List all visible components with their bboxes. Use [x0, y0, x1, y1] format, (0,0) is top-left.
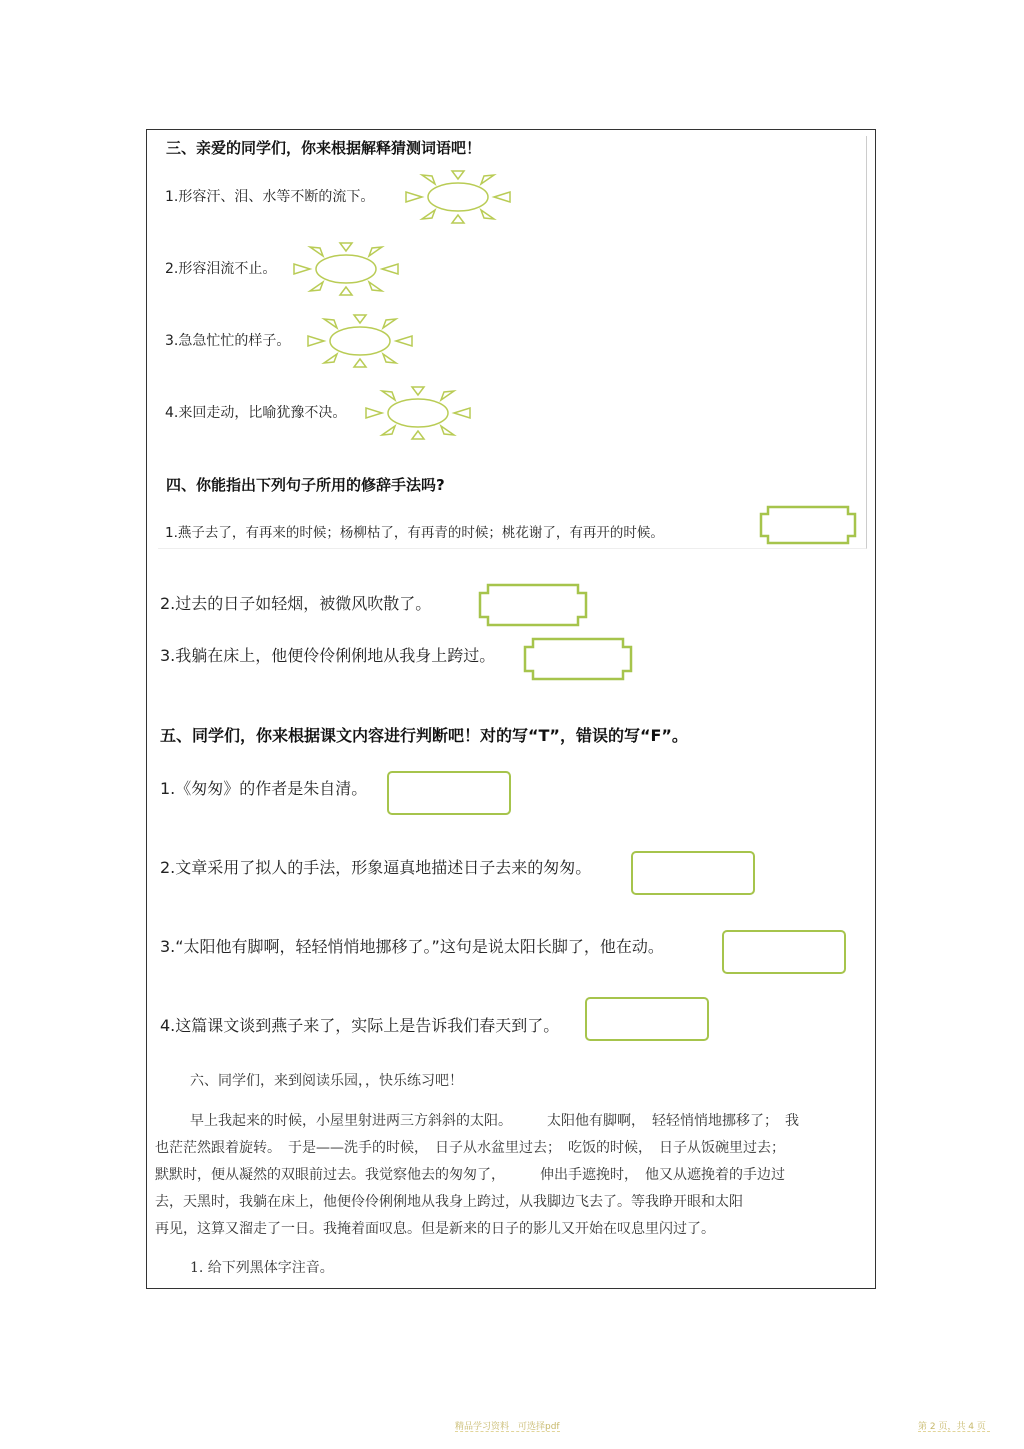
section6-question-1: 1. 给下列黑体字注音。 — [190, 1260, 334, 1276]
passage-line-1: 早上我起来的时候，小屋里射进两三方斜斜的太阳。 太阳他有脚啊， 轻轻悄悄地挪移了； 我 — [190, 1113, 799, 1129]
section3-item-3: 3.急急忙忙的样子。 — [165, 333, 291, 349]
notched-answer-box-3[interactable] — [522, 637, 634, 681]
section4-item-3: 3.我躺在床上，他便伶伶俐俐地从我身上跨过。 — [160, 646, 496, 665]
notched-answer-box-2[interactable] — [477, 583, 589, 627]
footer-right-divider — [918, 1431, 990, 1432]
section5-item-2: 2.文章采用了拟人的手法，形象逼真地描述日子去来的匆匆。 — [160, 858, 592, 877]
section3-item-4: 4.来回走动，比喻犹豫不决。 — [165, 405, 347, 421]
section4-item-1: 1.燕子去了，有再来的时候；杨柳枯了，有再青的时候；桃花谢了，有再开的时候。 — [165, 525, 664, 541]
notched-answer-box-1[interactable] — [758, 505, 858, 545]
passage-line-5: 再见，这算又溜走了一日。我掩着面叹息。但是新来的日子的影儿又开始在叹息里闪过了。 — [155, 1221, 715, 1237]
section3-item-2: 2.形容泪流不止。 — [165, 261, 277, 277]
footer-page-number: 第 2 页，共 4 页 — [918, 1422, 986, 1432]
tf-answer-box-4[interactable] — [585, 997, 709, 1041]
section6-heading: 六、同学们，来到阅读乐园，，快乐练习吧！ — [190, 1073, 463, 1089]
section5-heading: 五、同学们，你来根据课文内容进行判断吧！对的写“T”，错误的写“F”。 — [160, 726, 688, 745]
section3-item-1: 1.形容汗、泪、水等不断的流下。 — [165, 189, 375, 205]
passage-line-4: 去，天黑时，我躺在床上，他便伶伶俐俐地从我身上跨过，从我脚边飞去了。等我睁开眼和太阳 — [155, 1194, 743, 1210]
sun-answer-icon-2[interactable] — [290, 242, 402, 296]
footer-left-text: 精品学习资料 可选择pdf — [455, 1422, 560, 1432]
passage-line-2: 也茫茫然跟着旋转。 于是——洗手的时候， 日子从水盆里过去； 吃饭的时候， 日子从饭碗里过去； — [155, 1140, 785, 1156]
footer-left-divider — [455, 1431, 560, 1432]
sun-answer-icon-1[interactable] — [402, 170, 514, 224]
section5-item-1: 1.《匆匆》的作者是朱自清。 — [160, 779, 368, 798]
section4-heading: 四、你能指出下列句子所用的修辞手法吗? — [166, 476, 445, 494]
section4-item-2: 2.过去的日子如轻烟，被微风吹散了。 — [160, 594, 432, 613]
section5-item-4: 4.这篇课文谈到燕子来了，实际上是告诉我们春天到了。 — [160, 1016, 560, 1035]
sun-answer-icon-3[interactable] — [304, 314, 416, 368]
tf-answer-box-2[interactable] — [631, 851, 755, 895]
sun-answer-icon-4[interactable] — [362, 386, 474, 440]
passage-line-3: 默默时，便从凝然的双眼前过去。我觉察他去的匆匆了， 伸出手遮挽时， 他又从遮挽着的手边过 — [155, 1167, 785, 1183]
section3-heading: 三、亲爱的同学们，你来根据解释猜测词语吧！ — [166, 139, 482, 157]
tf-answer-box-3[interactable] — [722, 930, 846, 974]
tf-answer-box-1[interactable] — [387, 771, 511, 815]
section5-item-3: 3.“太阳他有脚啊，轻轻悄悄地挪移了。”这句是说太阳长脚了，他在动。 — [160, 937, 664, 956]
